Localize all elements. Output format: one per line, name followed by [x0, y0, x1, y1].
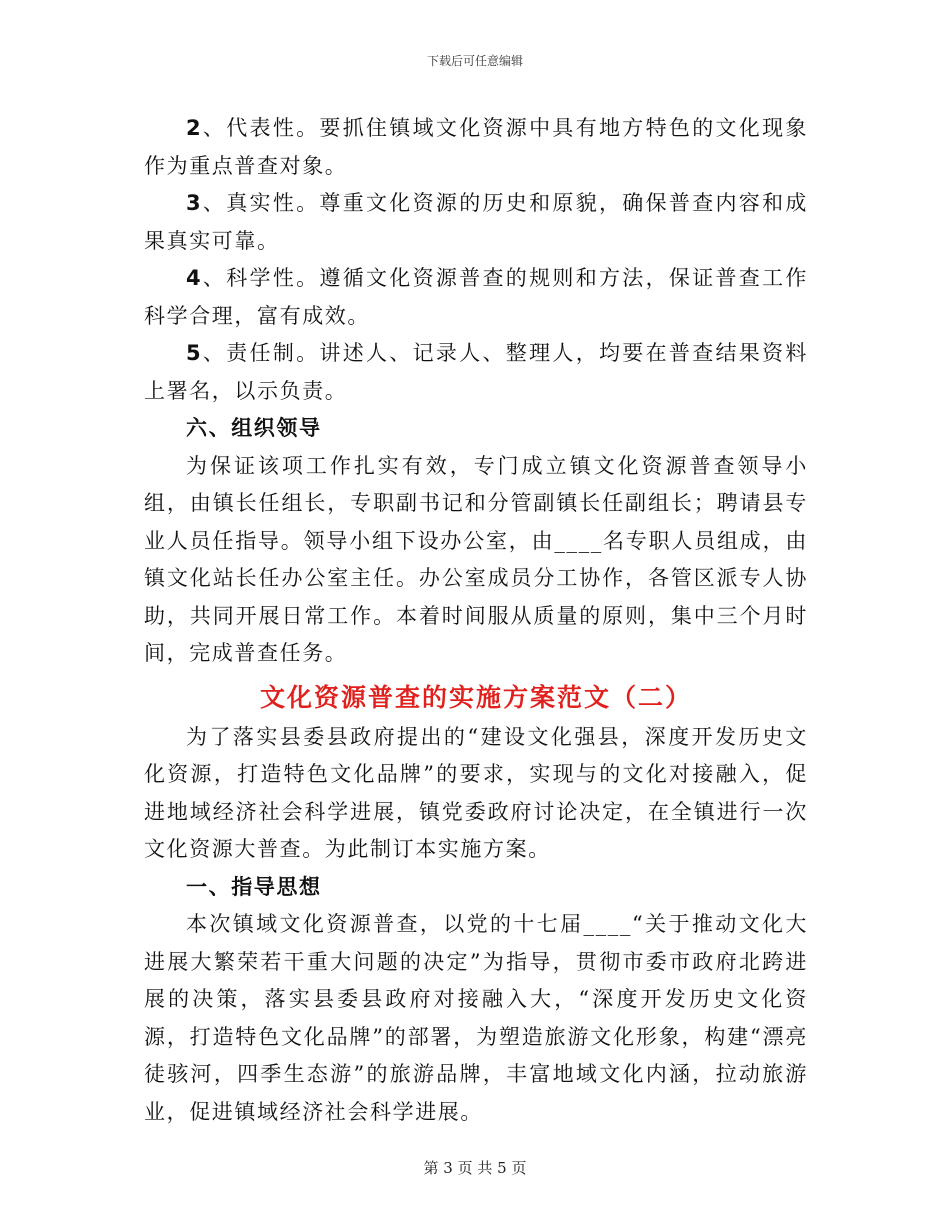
document-body [144, 110, 808, 1131]
item-text: 、科学性。遵循文化资源普查的规则和方法，保证普查工作科学合理，富有成效。 [144, 266, 808, 328]
organization-paragraph: 为保证该项工作扎实有效，专门成立镇文化资源普查领导小组，由镇长任组长，专职副书记和分管副镇长任副组长；聘请县专业人员任指导。领导小组下设办公室，由____名专职人员组成，由镇文化站长任办公室主任。办公室成员分工协作，各管区派专人协助，共同开展日常工作。本着时间服从质量的原则，集中三个月时间，完成普查任务。 [144, 453, 808, 665]
intro-paragraph: 为了落实县委县政府提出的“建设文化强县，深度开发历史文化资源，打造特色文化品牌”的要求，实现与的文化对接融入，促进地域经济社会科学进展，镇党委政府讨论决定，在全镇进行一次文化资源大普查。为此制订本实施方案。 [144, 724, 808, 861]
section-heading-organization: 六、组织领导 [186, 416, 322, 440]
page-number: 第 3 页 共 5 页 [423, 1159, 527, 1177]
principle-responsibility [144, 335, 808, 410]
item-number: 3 [186, 191, 203, 215]
item-text: 、真实性。尊重文化资源的历史和原貌，确保普查内容和成果真实可靠。 [144, 191, 808, 253]
document-title: 文化资源普查的实施方案范文（二） [259, 682, 692, 712]
page-header-note: 下载后可任意编辑 [426, 54, 523, 68]
principle-authenticity [144, 185, 808, 260]
item-number: 4 [186, 266, 203, 290]
guiding-ideology-paragraph: 本次镇域文化资源普查，以党的十七届____“关于推动文化大进展大繁荣若干重大问题的决定”为指导，贯彻市委市政府北跨进展的决策，落实县委县政府对接融入大，“深度开发历史文化资源，打造特色文化品牌”的部署，为塑造旅游文化形象，构建“漂亮徒骇河，四季生态游”的旅游品牌，丰富地域文化内涵，拉动旅游业，促进镇域经济社会科学进展。 [144, 912, 808, 1124]
item-text: 、代表性。要抓住镇域文化资源中具有地方特色的文化现象作为重点普查对象。 [144, 116, 808, 178]
item-number: 2 [186, 116, 203, 140]
principle-representative [144, 110, 808, 185]
item-number: 5 [186, 341, 203, 365]
principle-scientific [144, 260, 808, 335]
item-text: 、责任制。讲述人、记录人、整理人，均要在普查结果资料上署名，以示负责。 [144, 341, 808, 403]
section-heading-guiding-ideology: 一、指导思想 [186, 874, 322, 899]
